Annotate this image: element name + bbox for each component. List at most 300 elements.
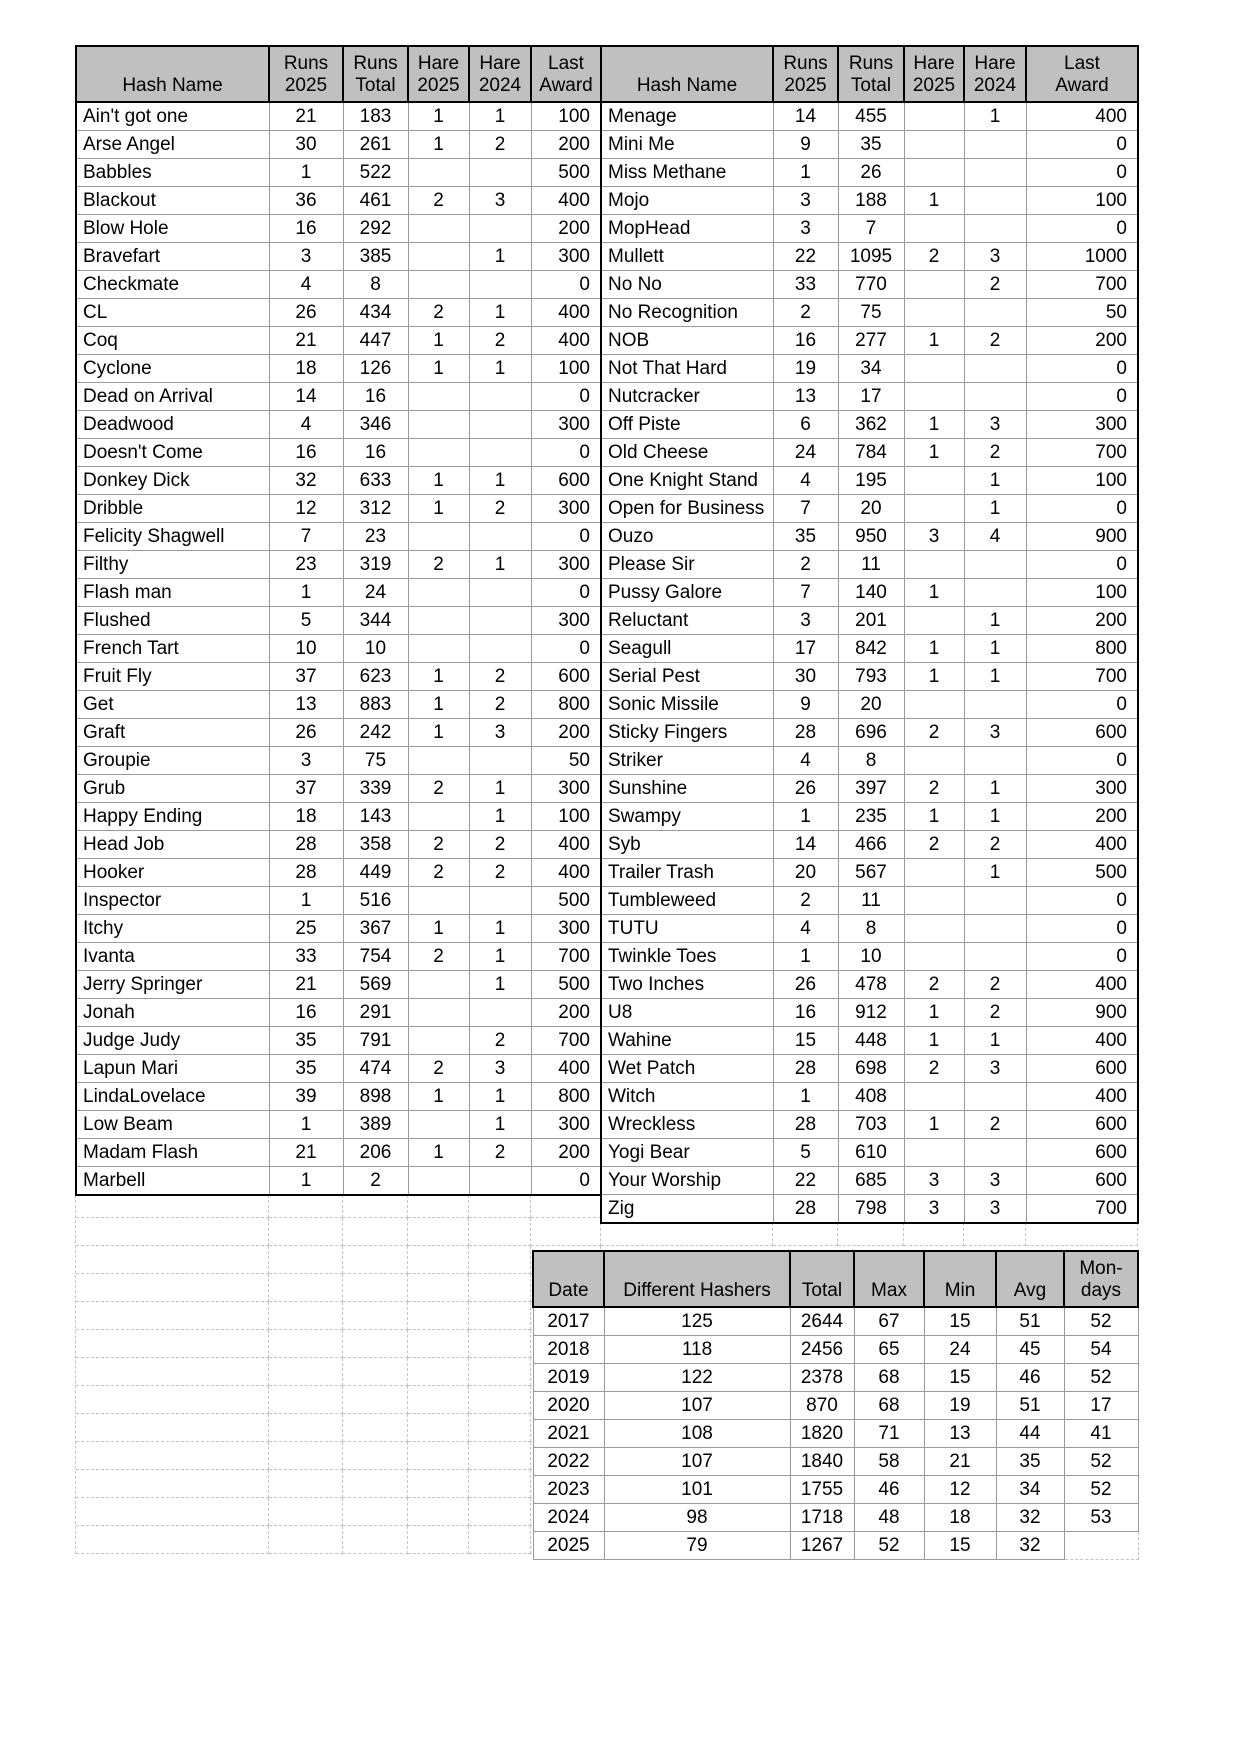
- runs-total-cell: 201: [838, 607, 904, 635]
- max-cell: 68: [854, 1392, 924, 1420]
- last-award-cell: 400: [1026, 831, 1138, 859]
- runs-2025-cell: 1: [773, 1083, 838, 1111]
- hare-2024-cell: [469, 523, 531, 551]
- last-award-cell: 300: [1026, 411, 1138, 439]
- hare-2025-cell: 1: [904, 579, 964, 607]
- runs-total-cell: 291: [343, 999, 408, 1027]
- last-award-cell: 300: [531, 775, 601, 803]
- runs-total-cell: 8: [838, 747, 904, 775]
- last-award-cell: 300: [1026, 775, 1138, 803]
- hash-name-cell: Off Piste: [601, 411, 773, 439]
- runs-2025-cell: 22: [773, 243, 838, 271]
- last-award-cell: 600: [1026, 1055, 1138, 1083]
- table-row: [76, 327, 601, 355]
- min-cell: 15: [924, 1364, 996, 1392]
- runs-total-cell: 754: [343, 943, 408, 971]
- runs-2025-cell: 25: [269, 915, 343, 943]
- hare-2025-cell: [904, 159, 964, 187]
- mondays-cell: 52: [1064, 1307, 1138, 1336]
- runs-2025-cell: 2: [773, 887, 838, 915]
- hare-2024-cell: 2: [469, 1027, 531, 1055]
- hare-2024-cell: 2: [964, 831, 1026, 859]
- empty-grid-left: [75, 1190, 601, 1554]
- runs-total-cell: 698: [838, 1055, 904, 1083]
- empty-cell: [76, 1302, 269, 1330]
- hash-name-cell: Inspector: [76, 887, 269, 915]
- runs-total-cell: 10: [838, 943, 904, 971]
- hare-2024-cell: 1: [964, 607, 1026, 635]
- table-row: [533, 1336, 1138, 1364]
- table-row: [76, 439, 601, 467]
- table-row: [76, 719, 601, 747]
- hare-2025-cell: 2: [904, 971, 964, 999]
- last-award-cell: 600: [531, 663, 601, 691]
- column-header: [1064, 1251, 1138, 1307]
- runs-2025-cell: 4: [773, 747, 838, 775]
- hash-name-cell: Doesn't Come: [76, 439, 269, 467]
- hash-name-cell: Ivanta: [76, 943, 269, 971]
- header-text: Hare: [479, 53, 521, 74]
- hash-name-cell: Grub: [76, 775, 269, 803]
- avg-cell: 44: [996, 1420, 1064, 1448]
- hare-2024-cell: 2: [469, 831, 531, 859]
- runs-total-cell: 516: [343, 887, 408, 915]
- hash-name-cell: Ain't got one: [76, 102, 269, 131]
- hash-name-cell: Filthy: [76, 551, 269, 579]
- table-row: [601, 999, 1138, 1027]
- table-row: [601, 102, 1138, 131]
- last-award-cell: 200: [531, 131, 601, 159]
- table-row: [76, 1167, 601, 1196]
- hash-name-cell: Jerry Springer: [76, 971, 269, 999]
- table-row: [601, 943, 1138, 971]
- hare-2024-cell: [469, 999, 531, 1027]
- hash-name-cell: Fruit Fly: [76, 663, 269, 691]
- runs-2025-cell: 33: [773, 271, 838, 299]
- hare-2025-cell: [904, 943, 964, 971]
- hare-2024-cell: [964, 187, 1026, 215]
- hare-2024-cell: [964, 355, 1026, 383]
- runs-total-cell: 2: [343, 1167, 408, 1196]
- last-award-cell: 0: [1026, 551, 1138, 579]
- runs-2025-cell: 14: [773, 831, 838, 859]
- header-text: 2025: [912, 75, 956, 96]
- total-cell: 2456: [790, 1336, 854, 1364]
- hash-name-cell: Head Job: [76, 831, 269, 859]
- table-row: [533, 1420, 1138, 1448]
- table-row: [601, 1111, 1138, 1139]
- hash-name-cell: Mini Me: [601, 131, 773, 159]
- last-award-cell: 400: [531, 299, 601, 327]
- hash-name-cell: Two Inches: [601, 971, 773, 999]
- runs-2025-cell: 3: [773, 607, 838, 635]
- table-row: [533, 1476, 1138, 1504]
- table-row: [601, 495, 1138, 523]
- hare-2024-cell: 1: [469, 915, 531, 943]
- hare-2025-cell: 2: [408, 943, 469, 971]
- last-award-cell: 1000: [1026, 243, 1138, 271]
- hare-2024-cell: [964, 747, 1026, 775]
- runs-total-cell: 449: [343, 859, 408, 887]
- last-award-cell: 200: [1026, 327, 1138, 355]
- hare-2024-cell: [469, 439, 531, 467]
- runs-2025-cell: 28: [773, 719, 838, 747]
- table-row: [76, 215, 601, 243]
- table-row: [76, 411, 601, 439]
- header-text: 2025: [284, 75, 328, 96]
- runs-total-cell: 408: [838, 1083, 904, 1111]
- hare-2025-cell: [408, 243, 469, 271]
- hare-2025-cell: [408, 1027, 469, 1055]
- empty-cell: [408, 1246, 469, 1274]
- hare-2024-cell: 3: [469, 187, 531, 215]
- table-row: [601, 355, 1138, 383]
- runs-total-cell: 75: [838, 299, 904, 327]
- runs-total-cell: 362: [838, 411, 904, 439]
- column-header: [838, 46, 904, 102]
- different-hashers-cell: 125: [604, 1307, 790, 1336]
- last-award-cell: 300: [531, 551, 601, 579]
- header-text: Avg: [1013, 1280, 1047, 1301]
- hash-name-cell: No No: [601, 271, 773, 299]
- min-cell: 24: [924, 1336, 996, 1364]
- hare-2024-cell: [964, 691, 1026, 719]
- empty-cell: [343, 1442, 408, 1470]
- table-row: [601, 131, 1138, 159]
- table-row: [76, 299, 601, 327]
- empty-cell: [76, 1246, 269, 1274]
- empty-cell: [343, 1414, 408, 1442]
- last-award-cell: 200: [1026, 803, 1138, 831]
- last-award-cell: 400: [531, 327, 601, 355]
- last-award-cell: 100: [1026, 187, 1138, 215]
- table-row: [601, 691, 1138, 719]
- hare-2025-cell: 1: [408, 691, 469, 719]
- empty-cell: [343, 1302, 408, 1330]
- table-row: [76, 607, 601, 635]
- hare-2024-cell: 1: [964, 803, 1026, 831]
- table-row: [601, 1139, 1138, 1167]
- table-row: [76, 971, 601, 999]
- runs-2025-cell: 6: [773, 411, 838, 439]
- table-row: [601, 859, 1138, 887]
- table-row: [76, 383, 601, 411]
- different-hashers-cell: 98: [604, 1504, 790, 1532]
- empty-cell: [269, 1386, 343, 1414]
- different-hashers-cell: 101: [604, 1476, 790, 1504]
- header-text: Runs: [283, 53, 329, 74]
- table-row: [76, 775, 601, 803]
- runs-total-cell: 75: [343, 747, 408, 775]
- avg-cell: 51: [996, 1392, 1064, 1420]
- column-header: [531, 46, 601, 102]
- runs-total-cell: 26: [838, 159, 904, 187]
- table-row: [533, 1392, 1138, 1420]
- min-cell: 15: [924, 1532, 996, 1560]
- min-cell: 15: [924, 1307, 996, 1336]
- empty-cell: [469, 1442, 531, 1470]
- last-award-cell: 400: [531, 831, 601, 859]
- hare-2024-cell: 3: [964, 1167, 1026, 1195]
- hash-name-cell: Wet Patch: [601, 1055, 773, 1083]
- column-header: [601, 46, 773, 102]
- last-award-cell: 400: [1026, 1083, 1138, 1111]
- runs-2025-cell: 1: [269, 887, 343, 915]
- table-row: [601, 1083, 1138, 1111]
- hare-2024-cell: [964, 1139, 1026, 1167]
- table-row: [533, 1364, 1138, 1392]
- hare-2024-cell: 4: [964, 523, 1026, 551]
- date-cell: 2019: [533, 1364, 604, 1392]
- avg-cell: 45: [996, 1336, 1064, 1364]
- runs-2025-cell: 18: [269, 355, 343, 383]
- runs-2025-cell: 1: [269, 1167, 343, 1196]
- runs-2025-cell: 2: [773, 299, 838, 327]
- hare-2024-cell: 3: [964, 1055, 1026, 1083]
- runs-total-cell: 312: [343, 495, 408, 523]
- last-award-cell: 0: [531, 579, 601, 607]
- hare-2025-cell: [408, 215, 469, 243]
- date-cell: 2017: [533, 1307, 604, 1336]
- hare-2024-cell: [469, 271, 531, 299]
- hare-2025-cell: 1: [904, 635, 964, 663]
- table-row: [601, 299, 1138, 327]
- total-cell: 1755: [790, 1476, 854, 1504]
- hare-2025-cell: 3: [904, 523, 964, 551]
- table-row: [76, 102, 601, 131]
- hare-2024-cell: [469, 215, 531, 243]
- runs-total-cell: 455: [838, 102, 904, 131]
- last-award-cell: 300: [531, 243, 601, 271]
- runs-2025-cell: 16: [269, 999, 343, 1027]
- last-award-cell: 700: [1026, 271, 1138, 299]
- hash-name-cell: Zig: [601, 1195, 773, 1224]
- table-row: [601, 887, 1138, 915]
- empty-cell: [343, 1218, 408, 1246]
- last-award-cell: 300: [531, 915, 601, 943]
- hare-2025-cell: 1: [904, 999, 964, 1027]
- empty-cell: [269, 1498, 343, 1526]
- hash-name-cell: Reluctant: [601, 607, 773, 635]
- hare-2025-cell: [904, 859, 964, 887]
- hare-2025-cell: [408, 1111, 469, 1139]
- column-header: [604, 1251, 790, 1307]
- hash-name-cell: Dead on Arrival: [76, 383, 269, 411]
- last-award-cell: 0: [531, 523, 601, 551]
- hare-2025-cell: 2: [408, 551, 469, 579]
- runs-2025-cell: 1: [773, 943, 838, 971]
- hare-2025-cell: 1: [408, 1139, 469, 1167]
- hare-2025-cell: 2: [408, 859, 469, 887]
- empty-cell: [76, 1526, 269, 1554]
- runs-total-cell: 633: [343, 467, 408, 495]
- runs-total-cell: 206: [343, 1139, 408, 1167]
- table-row: [76, 691, 601, 719]
- empty-cell: [343, 1330, 408, 1358]
- runs-total-cell: 188: [838, 187, 904, 215]
- runs-2025-cell: 5: [773, 1139, 838, 1167]
- last-award-cell: 200: [531, 999, 601, 1027]
- runs-total-cell: 610: [838, 1139, 904, 1167]
- hare-2024-cell: 2: [964, 1111, 1026, 1139]
- hare-2025-cell: 1: [408, 719, 469, 747]
- runs-total-cell: 623: [343, 663, 408, 691]
- runs-2025-cell: 16: [269, 439, 343, 467]
- last-award-cell: 0: [1026, 887, 1138, 915]
- date-cell: 2023: [533, 1476, 604, 1504]
- table-row: [76, 943, 601, 971]
- empty-cell: [408, 1414, 469, 1442]
- empty-cell: [269, 1526, 343, 1554]
- last-award-cell: 100: [531, 355, 601, 383]
- min-cell: 13: [924, 1420, 996, 1448]
- hash-name-cell: Mojo: [601, 187, 773, 215]
- runs-2025-cell: 4: [773, 467, 838, 495]
- hare-2025-cell: 1: [408, 355, 469, 383]
- empty-cell: [469, 1218, 531, 1246]
- header-text: Last: [1064, 53, 1100, 74]
- runs-2025-cell: 35: [269, 1027, 343, 1055]
- min-cell: 18: [924, 1504, 996, 1532]
- hash-name-cell: Mullett: [601, 243, 773, 271]
- last-award-cell: 0: [1026, 915, 1138, 943]
- column-header: [469, 46, 531, 102]
- table-row: [76, 887, 601, 915]
- table-row: [76, 747, 601, 775]
- last-award-cell: 500: [531, 159, 601, 187]
- hare-2024-cell: [469, 411, 531, 439]
- hash-name-cell: Flash man: [76, 579, 269, 607]
- empty-cell: [469, 1498, 531, 1526]
- mondays-cell: 52: [1064, 1448, 1138, 1476]
- runs-2025-cell: 10: [269, 635, 343, 663]
- hare-2025-cell: [904, 215, 964, 243]
- hash-name-cell: Lapun Mari: [76, 1055, 269, 1083]
- hare-2025-cell: 1: [904, 327, 964, 355]
- header-text: Date: [548, 1280, 589, 1301]
- hare-2024-cell: 3: [469, 1055, 531, 1083]
- runs-total-cell: 798: [838, 1195, 904, 1224]
- runs-2025-cell: 18: [269, 803, 343, 831]
- runs-2025-cell: 21: [269, 102, 343, 131]
- hash-name-cell: Groupie: [76, 747, 269, 775]
- runs-2025-cell: 19: [773, 355, 838, 383]
- last-award-cell: 100: [531, 102, 601, 131]
- last-award-cell: 300: [531, 607, 601, 635]
- empty-cell: [76, 1218, 269, 1246]
- max-cell: 58: [854, 1448, 924, 1476]
- hash-name-cell: Twinkle Toes: [601, 943, 773, 971]
- hash-name-cell: MopHead: [601, 215, 773, 243]
- column-header: [904, 46, 964, 102]
- hare-2024-cell: [964, 887, 1026, 915]
- runs-total-cell: 791: [343, 1027, 408, 1055]
- empty-cell: [269, 1302, 343, 1330]
- last-award-cell: 700: [1026, 663, 1138, 691]
- table-row: [76, 663, 601, 691]
- last-award-cell: 700: [1026, 1195, 1138, 1224]
- table-row: [601, 607, 1138, 635]
- date-cell: 2021: [533, 1420, 604, 1448]
- runs-2025-cell: 16: [269, 215, 343, 243]
- hare-2025-cell: [904, 1083, 964, 1111]
- last-award-cell: 0: [1026, 131, 1138, 159]
- runs-total-cell: 16: [343, 383, 408, 411]
- empty-cell: [343, 1358, 408, 1386]
- hare-2025-cell: [408, 887, 469, 915]
- table-row: [601, 467, 1138, 495]
- hare-2024-cell: 1: [469, 971, 531, 999]
- hare-2024-cell: 1: [469, 1111, 531, 1139]
- empty-cell: [469, 1470, 531, 1498]
- empty-cell: [76, 1414, 269, 1442]
- header-row: [533, 1251, 1138, 1307]
- last-award-cell: 50: [1026, 299, 1138, 327]
- hare-2024-cell: 1: [469, 299, 531, 327]
- hash-name-cell: French Tart: [76, 635, 269, 663]
- hash-name-cell: Jonah: [76, 999, 269, 1027]
- hare-2025-cell: [904, 131, 964, 159]
- hare-2024-cell: [469, 607, 531, 635]
- last-award-cell: 200: [531, 719, 601, 747]
- runs-total-cell: 35: [838, 131, 904, 159]
- hash-name-cell: Nutcracker: [601, 383, 773, 411]
- different-hashers-cell: 118: [604, 1336, 790, 1364]
- runs-total-cell: 1095: [838, 243, 904, 271]
- table-row: [601, 803, 1138, 831]
- runs-2025-cell: 22: [773, 1167, 838, 1195]
- hare-2025-cell: [904, 915, 964, 943]
- hare-2024-cell: 1: [964, 635, 1026, 663]
- runs-2025-cell: 3: [773, 187, 838, 215]
- header-text: 2025: [417, 75, 460, 96]
- runs-total-cell: 126: [343, 355, 408, 383]
- hash-name-cell: Yogi Bear: [601, 1139, 773, 1167]
- runs-total-cell: 183: [343, 102, 408, 131]
- runs-2025-cell: 26: [269, 719, 343, 747]
- hare-2025-cell: [904, 747, 964, 775]
- empty-cell: [408, 1330, 469, 1358]
- hare-2025-cell: [408, 747, 469, 775]
- empty-cell: [269, 1358, 343, 1386]
- table-row: [601, 1167, 1138, 1195]
- date-cell: 2022: [533, 1448, 604, 1476]
- hare-2025-cell: [904, 495, 964, 523]
- runs-2025-cell: 30: [269, 131, 343, 159]
- yearly-summary-table: [532, 1250, 1139, 1560]
- runs-2025-cell: 14: [269, 383, 343, 411]
- hare-2025-cell: 1: [904, 1027, 964, 1055]
- different-hashers-cell: 79: [604, 1532, 790, 1560]
- runs-2025-cell: 32: [269, 467, 343, 495]
- empty-cell: [343, 1386, 408, 1414]
- table-row: [76, 803, 601, 831]
- runs-total-cell: 461: [343, 187, 408, 215]
- hare-2024-cell: 2: [469, 691, 531, 719]
- table-row: [601, 747, 1138, 775]
- runs-total-cell: 11: [838, 551, 904, 579]
- hare-2025-cell: 1: [408, 131, 469, 159]
- hash-name-cell: Donkey Dick: [76, 467, 269, 495]
- hash-name-cell: Hooker: [76, 859, 269, 887]
- column-header: [964, 46, 1026, 102]
- table-row: [76, 1027, 601, 1055]
- last-award-cell: 300: [531, 411, 601, 439]
- last-award-cell: 400: [1026, 102, 1138, 131]
- empty-cell: [76, 1274, 269, 1302]
- hare-2025-cell: [904, 691, 964, 719]
- runs-total-cell: 23: [343, 523, 408, 551]
